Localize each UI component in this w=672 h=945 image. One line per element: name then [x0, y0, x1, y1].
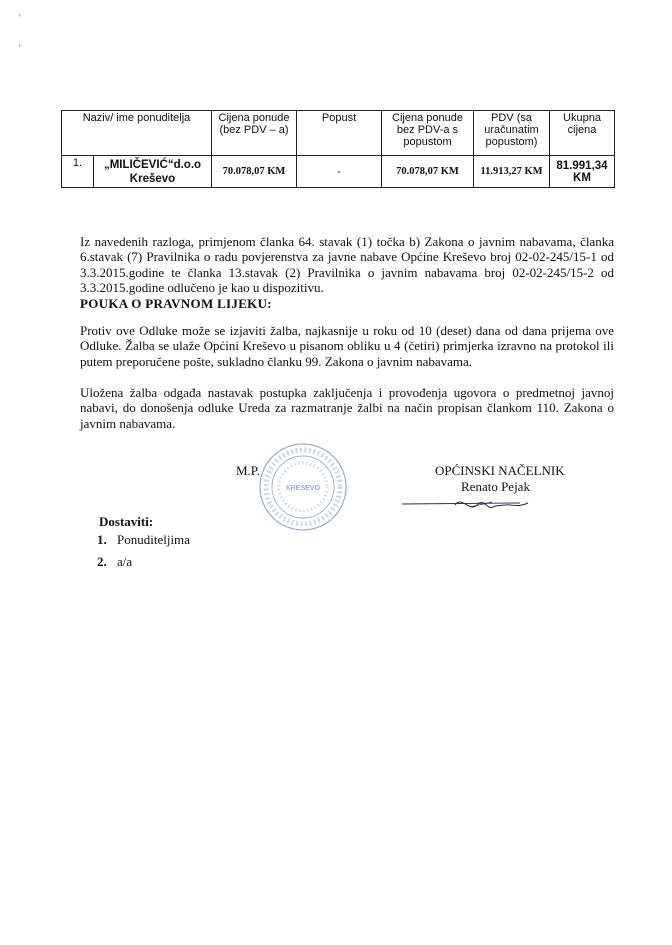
row-price: 70.078,07 KM	[212, 156, 297, 188]
stamp-center-text: KREŠEVO	[286, 485, 320, 492]
offers-table	[61, 110, 615, 188]
row-total: 81.991,34 KM	[550, 156, 615, 188]
official-stamp	[258, 442, 348, 532]
header-bidder: Naziv/ ime ponuditelja	[62, 111, 212, 156]
decision-paragraph: Iz navedenih razloga, primjenom članka 64. stavak (1) točka b) Zakona o javnim nabavama, članka 6.stavak (7) Pravilnika o radu povjerenstva za javne nabave Općine Kreševo broj 02-02-245/15-1 od 3.3.2015.godine te članka 13.stavak (2) Pravilnika o javnim nabavama broj 02-02-245/15-2 od 3.3.2015.godine odlučeno je kao u dispozitivu.	[80, 234, 614, 295]
row-vat: 11.913,27 KM	[474, 156, 550, 188]
appeal-paragraph: Uložena žalba odgađa nastavak postupka zaključenja i provođenja ugovora o predmetnoj javnoj nabavi, do donošenja odluke Ureda za razmatranje žalbi na način propisan člankom 110. Zakona o javnim nabavama.	[80, 385, 614, 431]
scan-mark-top: '	[19, 13, 21, 23]
header-price: Cijena ponude (bez PDV – a)	[212, 111, 297, 156]
bidder-name: „MILIČEVIĆ“d.o.o	[103, 158, 202, 171]
list-item	[97, 531, 190, 553]
list-item	[97, 553, 190, 575]
header-total: Ukupna cijena	[550, 111, 615, 156]
mayor-title: OPĆINSKI NAČELNIK	[435, 463, 565, 478]
handwritten-signature	[400, 492, 560, 522]
delivery-title: Dostaviti:	[99, 514, 154, 529]
row-bidder	[94, 156, 212, 188]
delivery-item-number: 2.	[97, 554, 107, 569]
row-number: 1.	[62, 156, 94, 188]
header-discount: Popust	[297, 111, 382, 156]
remedy-paragraph: Protiv ove Odluke može se izjaviti žalba, najkasnije u roku od 10 (deset) dana od dana prijema ove Odluke. Žalba se ulaže Općini Kreševo u pisanom obliku u 4 (četiri) primjerka izravno na protokol ili putem preporučene pošte, sukladno članku 99. Zakona o javnim nabavama.	[80, 323, 614, 369]
table-row	[62, 156, 615, 188]
delivery-item-number: 1.	[97, 532, 107, 547]
mayor-name: Renato Pejak	[461, 479, 530, 494]
header-vat: PDV (sa uračunatim popustom)	[474, 111, 550, 156]
delivery-item-text: Ponuditeljima	[117, 532, 190, 547]
scan-mark-bottom: '	[19, 43, 21, 53]
header-price-discounted: Cijena ponude bez PDV-a s popustom	[382, 111, 474, 156]
row-price-discounted: 70.078,07 KM	[382, 156, 474, 188]
delivery-list	[97, 531, 190, 575]
legal-remedy-heading: POUKA O PRAVNOM LIJEKU:	[80, 296, 272, 311]
delivery-item-text: a/a	[117, 554, 133, 569]
seal-label: M.P.	[236, 463, 260, 478]
table-header-row	[62, 111, 615, 156]
bidder-town: Kreševo	[129, 172, 176, 185]
row-discount: -	[297, 156, 382, 188]
